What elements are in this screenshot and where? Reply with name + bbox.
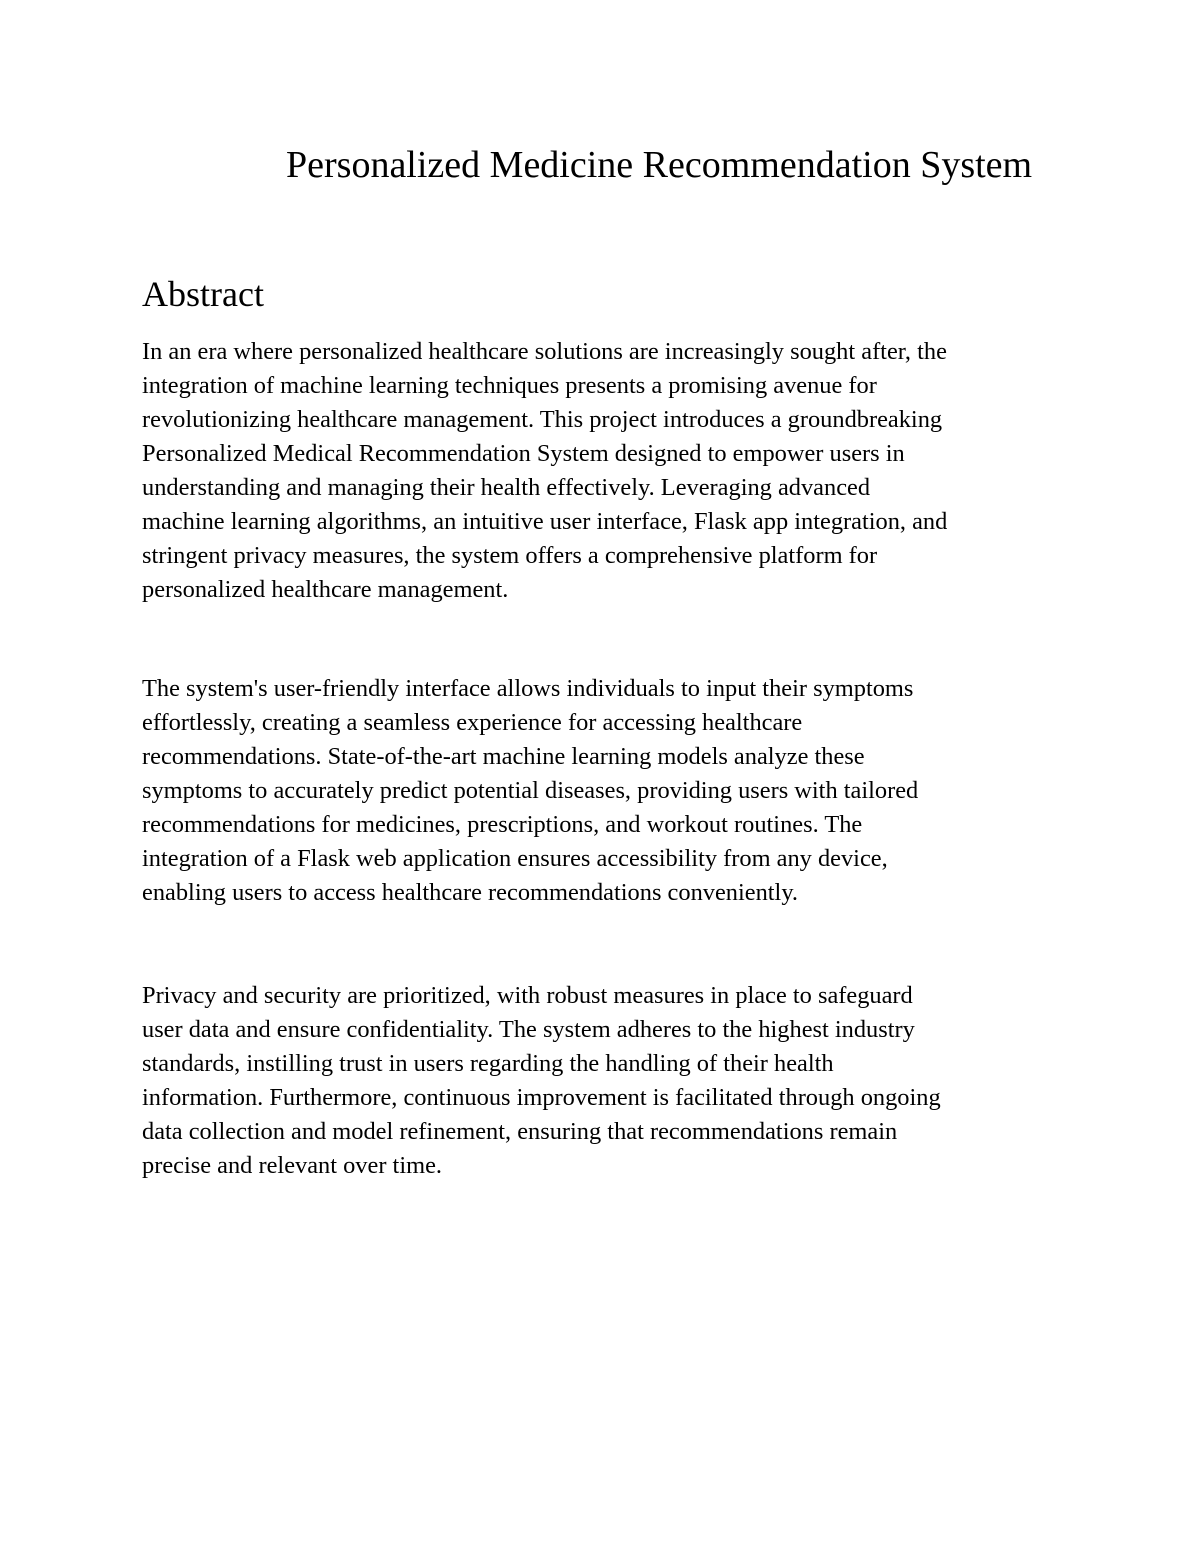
paragraph-line: user data and ensure confidentiality. The system adheres to the highest industry (142, 1016, 915, 1043)
paragraph-line: stringent privacy measures, the system offers a comprehensive platform for (142, 542, 878, 569)
paragraph-line: personalized healthcare management. (142, 576, 509, 603)
paragraph-line: integration of a Flask web application ensures accessibility from any device, (142, 845, 888, 872)
paragraph-line: precise and relevant over time. (142, 1152, 443, 1179)
paragraph-line: recommendations. State-of-the-art machine learning models analyze these (142, 743, 865, 770)
paragraph-line: enabling users to access healthcare recommendations conveniently. (142, 879, 799, 906)
paragraph-line: integration of machine learning techniques presents a promising avenue for (142, 372, 877, 399)
abstract-paragraph-2 (142, 672, 1067, 910)
paragraph-line: information. Furthermore, continuous improvement is facilitated through ongoing (142, 1084, 941, 1111)
paragraph-line: revolutionizing healthcare management. This project introduces a groundbreaking (142, 406, 943, 433)
abstract-paragraph-3 (142, 979, 1067, 1183)
abstract-heading: Abstract (142, 274, 264, 314)
paragraph-line: effortlessly, creating a seamless experience for accessing healthcare (142, 709, 803, 736)
paragraph-line: The system's user-friendly interface allows individuals to input their symptoms (142, 675, 914, 702)
document-title: Personalized Medicine Recommendation System (286, 144, 1033, 186)
abstract-paragraph-1 (142, 335, 1067, 607)
paragraph-line: data collection and model refinement, ensuring that recommendations remain (142, 1118, 898, 1145)
paragraph-line: machine learning algorithms, an intuitive user interface, Flask app integration, and (142, 508, 948, 535)
paragraph-line: In an era where personalized healthcare solutions are increasingly sought after, the (142, 338, 947, 365)
paragraph-line: Personalized Medical Recommendation System designed to empower users in (142, 440, 905, 467)
paragraph-line: understanding and managing their health effectively. Leveraging advanced (142, 474, 871, 501)
paragraph-line: Privacy and security are prioritized, with robust measures in place to safeguard (142, 982, 913, 1009)
paragraph-line: standards, instilling trust in users regarding the handling of their health (142, 1050, 834, 1077)
paragraph-line: recommendations for medicines, prescriptions, and workout routines. The (142, 811, 863, 838)
paragraph-line: symptoms to accurately predict potential diseases, providing users with tailored (142, 777, 919, 804)
